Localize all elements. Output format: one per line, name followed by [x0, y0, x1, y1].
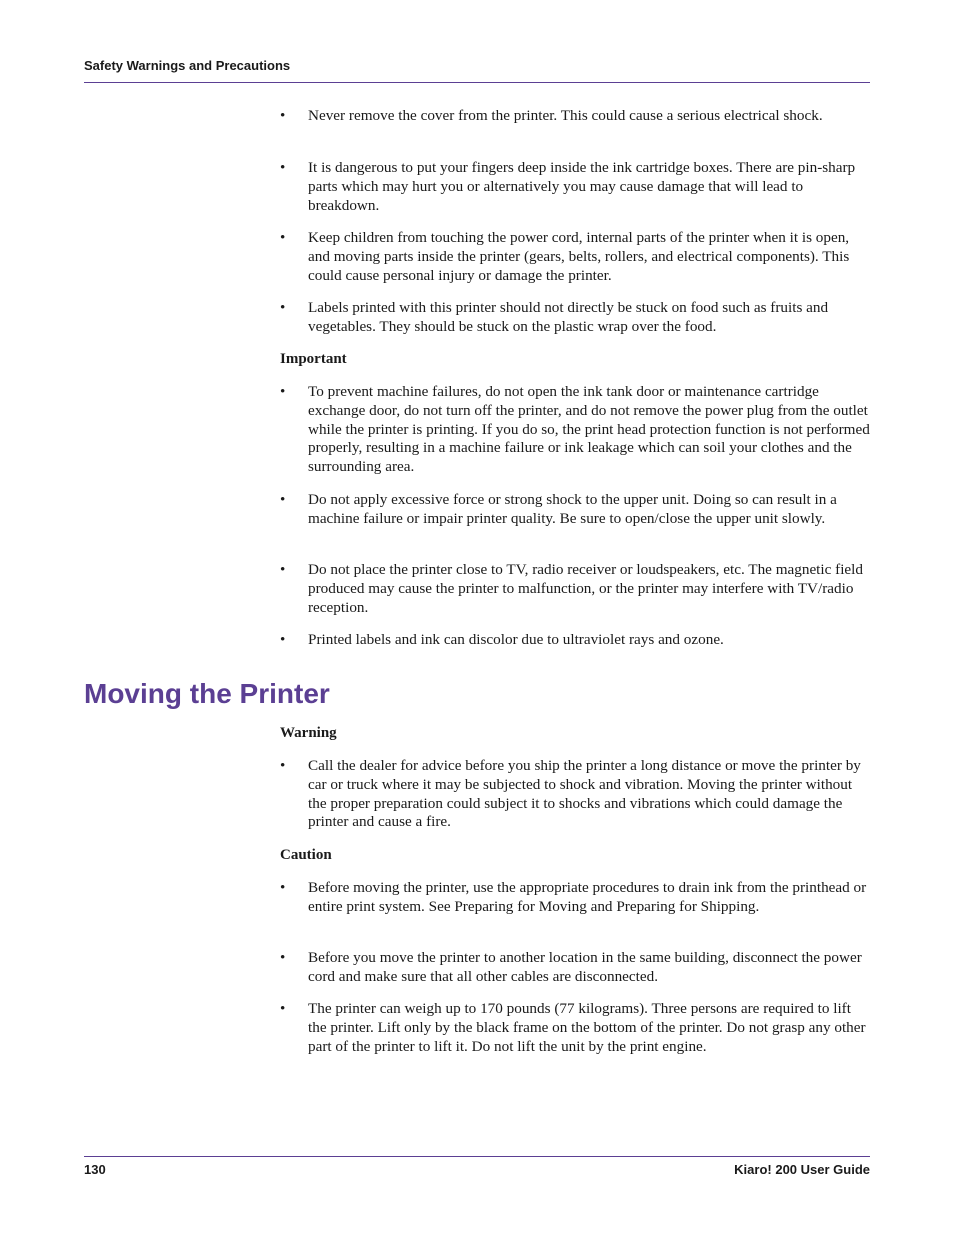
caution-heading: Caution	[280, 847, 332, 863]
bullet-list	[280, 299, 870, 337]
bullet-list	[280, 1000, 870, 1056]
footer-rule	[84, 1156, 870, 1157]
bullet-list	[280, 229, 870, 285]
bullet-list	[280, 491, 870, 529]
bullet-list	[280, 631, 870, 650]
list-item: • Before you move the printer to another location in the same building, disconnect the power cord and make sure that all other cables are disconnected.	[280, 949, 862, 985]
important-heading: Important	[280, 351, 347, 367]
header-rule	[84, 82, 870, 83]
bullet-list	[280, 383, 870, 477]
list-item: • Keep children from touching the power cord, internal parts of the printer when it is open, and moving parts inside the printer (gears, belts, rollers, and electrical components). This could cause personal injury or damage the printer.	[280, 229, 850, 284]
bullet-list	[280, 879, 870, 917]
guide-title: Kiaro! 200 User Guide	[734, 1162, 870, 1177]
bullet-list	[280, 757, 870, 832]
bullet-list	[280, 159, 870, 215]
list-item: • Labels printed with this printer should not directly be stuck on food such as fruits and vegetables. They should be stuck on the plastic wrap over the food.	[280, 299, 829, 335]
list-item: • Never remove the cover from the printer. This could cause a serious electrical shock.	[280, 107, 823, 124]
bullet-list	[280, 949, 870, 987]
list-item: • Call the dealer for advice before you ship the printer a long distance or move the printer by car or truck where it may be subjected to shock and vibration. Moving the printer without the proper preparation could subject it to shocks and vibrations which could damage the printer and cause a fire.	[280, 757, 861, 831]
list-item: • It is dangerous to put your fingers deep inside the ink cartridge boxes. There are pin-sharp parts which may hurt you or alternatively you may cause damage that will lead to breakdown.	[280, 159, 856, 214]
list-item: • Do not place the printer close to TV, radio receiver or loudspeakers, etc. The magnetic field produced may cause the printer to malfunction, or the printer may interfere with TV/radio reception.	[280, 561, 863, 616]
list-item: • Printed labels and ink can discolor due to ultraviolet rays and ozone.	[280, 631, 724, 648]
list-item: • The printer can weigh up to 170 pounds (77 kilograms). Three persons are required to lift the printer. Lift only by the black frame on the bottom of the printer. Do not grasp any other part of the printer to lift it. Do not lift the unit by the print engine.	[280, 1000, 866, 1055]
list-item: • Do not apply excessive force or strong shock to the upper unit. Doing so can result in a machine failure or impair printer quality. Be sure to open/close the upper unit slowly.	[280, 491, 837, 527]
page-number: 130	[84, 1162, 106, 1177]
warning-heading: Warning	[280, 725, 337, 741]
running-header: Safety Warnings and Precautions	[84, 58, 291, 73]
section-title: Moving the Printer	[84, 678, 330, 709]
bullet-list	[280, 561, 870, 617]
bullet-list	[280, 107, 870, 126]
list-item: • To prevent machine failures, do not open the ink tank door or maintenance cartridge exchange door, do not turn off the printer, and do not remove the power plug from the outlet while the printer is printing. If you do so, the print head protection function is not performed properly, resulting in a machine failure or ink leakage which can soil your clothes and the surrounding area.	[280, 383, 870, 476]
list-item: • Before moving the printer, use the appropriate procedures to drain ink from the printhead or entire print system. See Preparing for Moving and Preparing for Shipping.	[280, 879, 867, 915]
